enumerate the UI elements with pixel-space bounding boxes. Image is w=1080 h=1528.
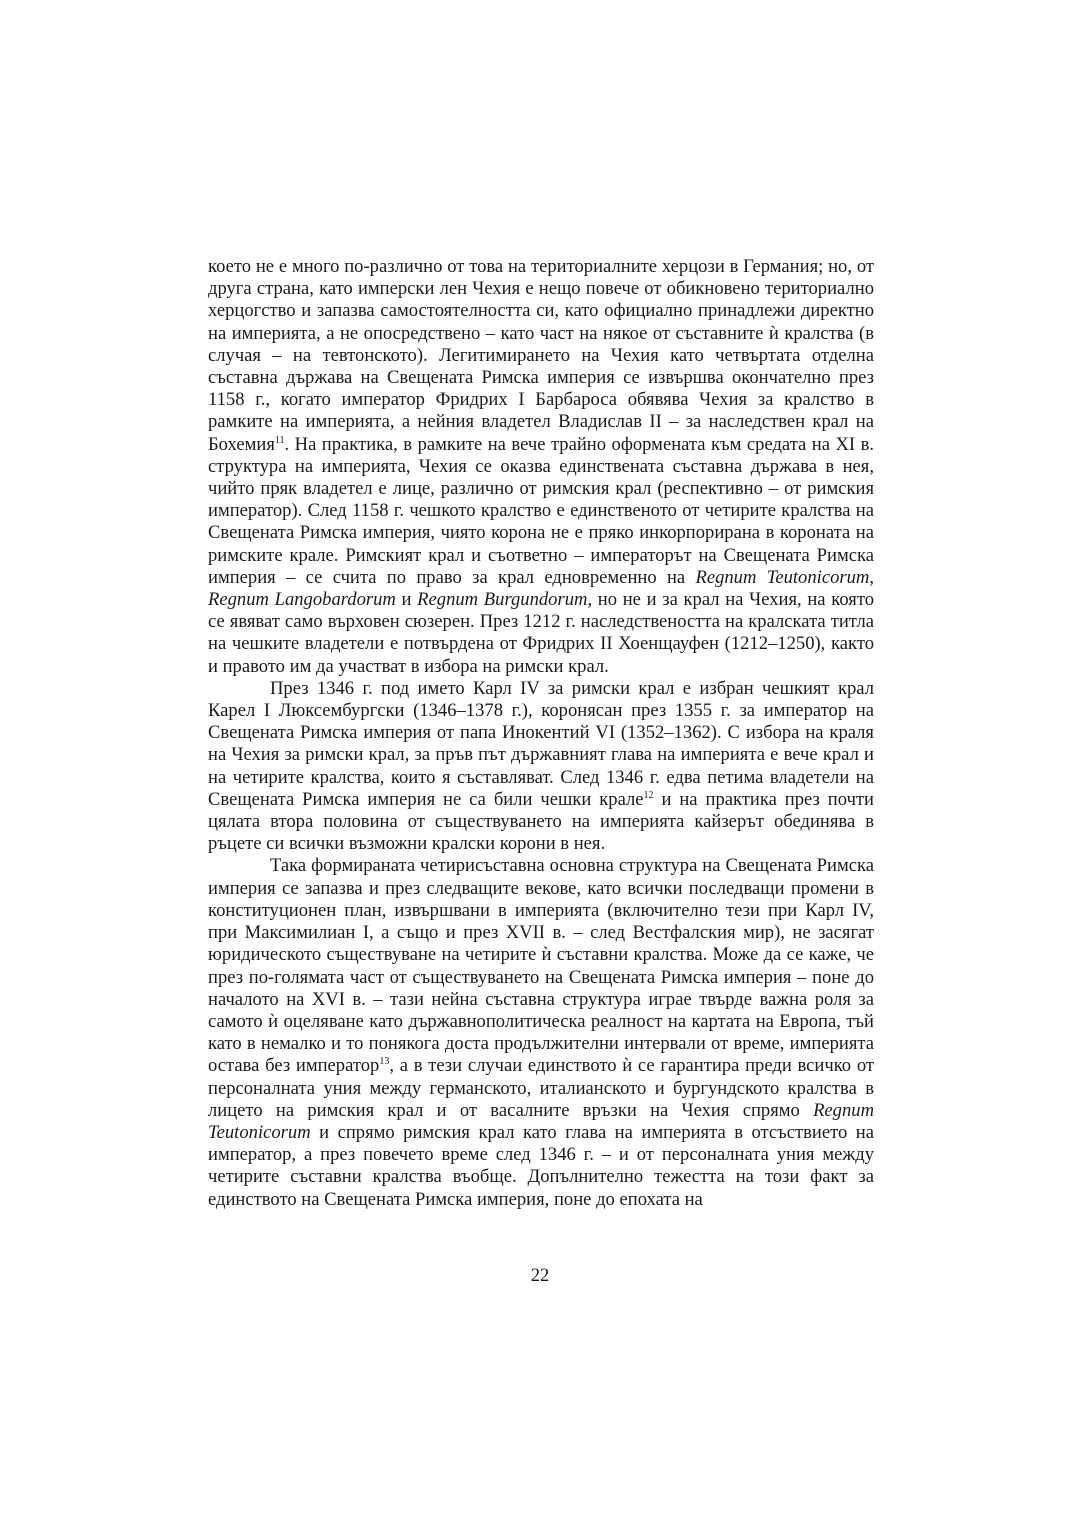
text-run: През 1346 г. под името Карл IV за римски крал е избран чешкият крал Карел I Люксембургски (1346–1378 г.), коронясан през 1355 г. за император на Свещената Римска империя от папа Инокентий VI (1352–1362). С избора на краля на Чехия за римски крал, за пръв път държавният глава на империята е вече крал и на четирите кралства, които я съставляват. След 1346 г. едва петима владетели на Свещената Римска империя не са били чешки крале [208, 677, 874, 810]
footnote-reference: 13 [379, 1056, 390, 1068]
italic-term: Regnum Teutonicorum [695, 566, 870, 588]
paragraph [208, 855, 874, 1210]
italic-term: Regnum Burgundorum [417, 589, 588, 611]
italic-term: Regnum Teutonicorum [208, 1099, 874, 1143]
paragraph [208, 678, 874, 856]
text-run: , но не и за крал на Чехия, на която се явяват само върховен сюзерен. През 1212 г. наследствеността на кралската титла на чешките владетели е потвърдена от Фридрих II Хоенщауфен (1212–1250), както и правото им да участват в избора на римски крал. [208, 589, 874, 677]
body-text [208, 256, 874, 1211]
page-number: 22 [530, 1265, 550, 1286]
text-run: , а в тези случаи единството ѝ се гарантира преди всичко от персоналната уния между германското, италианското и бургундското кралства в лицето на римския крал и от васалните връзки на Чехия спрямо [208, 1055, 874, 1121]
text-run: Така формираната четирисъставна основна структура на Свещената Римска империя се запазва и през следващите векове, като всички последващи промени в конституционен план, извършвани в империята (включително тези при Карл IV, при Максимилиан I, а също и през XVII в. – след Вестфалския мир), не засягат юридическото съществуване на четирите ѝ съставни кралства. Може да се каже, че през по-голямата част от съществуването на Свещената Римска империя – поне до началото на XVI в. – тази нейна съставна структура играе твърде важна роля за самото ѝ оцеляване като държавнополитическа реалност на картата на Европа, тъй като в немалко и то понякога доста продължителни интервали от време, империята остава без император [208, 855, 874, 1077]
text-run: и [395, 589, 418, 611]
text-run: , [869, 566, 874, 588]
footnote-reference: 11 [274, 434, 285, 446]
text-run: и на практика през почти цялата втора половина от съществуването на империята кайзерът обединява в ръцете си всички възможни кралски корони в нея. [208, 788, 874, 855]
italic-term: Regnum Langobardorum [208, 589, 396, 611]
text-run: което не е много по-различно от това на териториалните херцози в Германия; но, от друга страна, като имперски лен Чехия е нещо повече от обикновено териториално херцогство и запазва самостоятелността си, като официално принадлежи директно на империята, а не опосредствено – като част на някое от съставните ѝ кралства (в случая – на тевтонското). Легитимирането на Чехия като четвъртата отделна съставна държава на Свещената Римска империя се извършва окончателно през 1158 г., когато император Фридрих I Барбароса обявява Чехия за кралство в рамките на империята, а нейния владетел Владислав II – за наследствен крал на Бохемия [208, 256, 874, 455]
paragraph [208, 256, 874, 678]
footnote-reference: 12 [643, 789, 654, 801]
text-run: и спрямо римския крал като глава на империята в отсъствието на император, а през повечето време след 1346 г. – и от персоналната уния между четирите съставни кралства въобще. Допълнително тежестта на този факт за единството на Свещената Римска империя, поне до епохата на [208, 1121, 874, 1210]
text-run: . На практика, в рамките на вече трайно оформената към средата на XI в. структура на империята, Чехия се оказва единствената съставна държава в нея, чийто пряк владетел е лице, различно от римския крал (респективно – от римския император). След 1158 г. чешкото кралство е единственото от четирите кралства на Свещената Римска империя, чиято корона не е пряко инкорпорирана в короната на римските крале. Римският крал и съответно – императорът на Свещената Римска империя – се счита по право за крал едновременно на [208, 433, 874, 588]
